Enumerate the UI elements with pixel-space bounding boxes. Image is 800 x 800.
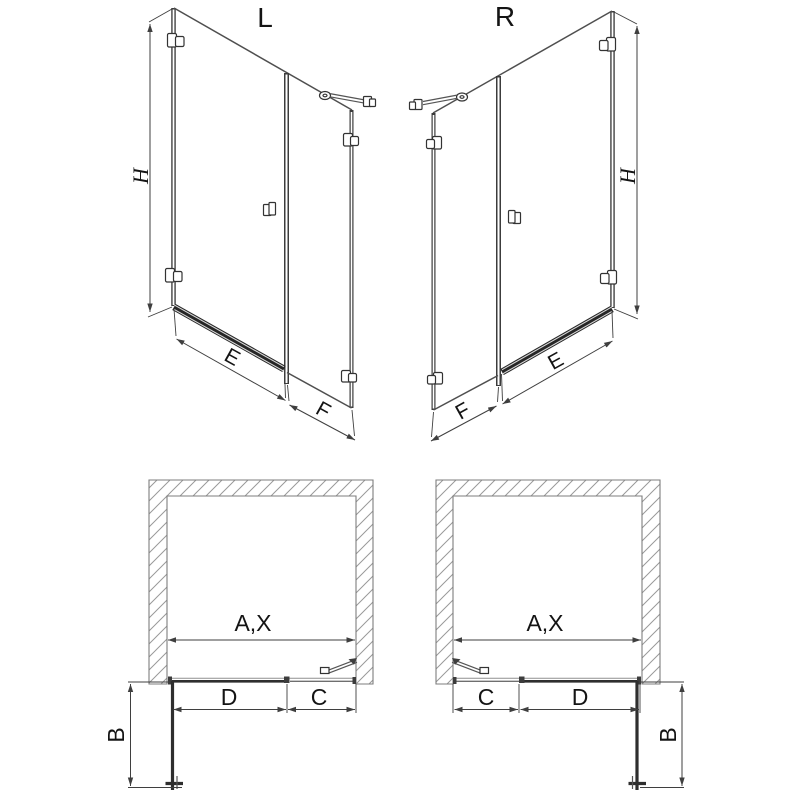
hinge-icon-top	[168, 34, 185, 48]
side-panel	[434, 113, 499, 410]
dim-label-c: C	[477, 684, 495, 710]
dim-label-f: F	[451, 398, 475, 425]
handle-icon	[264, 203, 276, 216]
side-panel	[287, 110, 352, 408]
door-panel	[433, 11, 613, 386]
side-panel-bracket-icon-top	[344, 134, 359, 147]
dim-label-c: C	[310, 684, 328, 710]
side-panel-bracket-icon-bottom	[428, 373, 443, 385]
dimension-e	[174, 309, 286, 401]
support-bar	[320, 92, 376, 107]
dim-label-f: F	[311, 397, 335, 424]
support-bar-bracket-plan	[321, 668, 330, 674]
wall-hatch	[149, 480, 373, 684]
wall-fixing-plan	[453, 677, 457, 684]
hinge-icon-bottom	[601, 271, 617, 285]
dimension-d	[174, 684, 288, 713]
dim-label-ax: A,X	[234, 610, 272, 636]
handle-icon	[509, 211, 521, 224]
front-assembly-plan	[168, 677, 356, 685]
dim-label-h: H	[128, 168, 153, 184]
support-bar-plan	[321, 658, 358, 674]
dimension-c	[288, 684, 356, 713]
dim-label-d: D	[220, 684, 238, 710]
support-bar-plan	[452, 658, 489, 674]
side-panel-bracket-icon-bottom	[342, 371, 357, 383]
junction-profile-plan	[284, 677, 290, 684]
view-title-left: L	[257, 2, 273, 33]
hinge-icon-bottom	[166, 269, 183, 283]
side-panel-plan	[166, 681, 184, 790]
dimension-f	[288, 385, 356, 440]
dimension-ax	[454, 610, 641, 640]
side-panel-bracket-icon-top	[427, 137, 442, 150]
dim-label-h: H	[615, 168, 640, 184]
left-plan-view	[103, 480, 373, 790]
dimension-ax	[168, 610, 355, 640]
wall-hatch	[436, 480, 660, 684]
view-title-right: R	[494, 1, 516, 32]
dim-label-e: E	[544, 347, 568, 375]
door-panel	[174, 8, 353, 384]
wall-bracket-icon	[364, 97, 376, 107]
dim-label-b: B	[655, 727, 681, 743]
dimension-d	[519, 684, 640, 713]
dimension-b	[640, 682, 684, 788]
wall-bracket-icon	[410, 100, 423, 110]
dim-label-e: E	[220, 343, 244, 371]
dim-label-d: D	[571, 684, 589, 710]
support-bar	[410, 93, 468, 110]
dimension-e	[502, 311, 614, 404]
dim-label-b: B	[103, 727, 129, 743]
dimension-h	[614, 12, 640, 319]
dimension-c	[453, 684, 518, 713]
dimension-b	[103, 682, 182, 788]
left-perspective-view	[128, 2, 376, 440]
dimension-f	[431, 387, 499, 441]
right-perspective-view	[410, 1, 641, 441]
right-plan-view	[436, 480, 684, 790]
support-bar-bracket-plan	[480, 668, 489, 674]
junction-profile-plan	[519, 677, 525, 684]
hinge-icon-top	[600, 38, 616, 52]
dim-label-ax: A,X	[526, 610, 564, 636]
wall-fixing-plan	[353, 677, 357, 684]
side-panel-plan	[629, 681, 647, 790]
